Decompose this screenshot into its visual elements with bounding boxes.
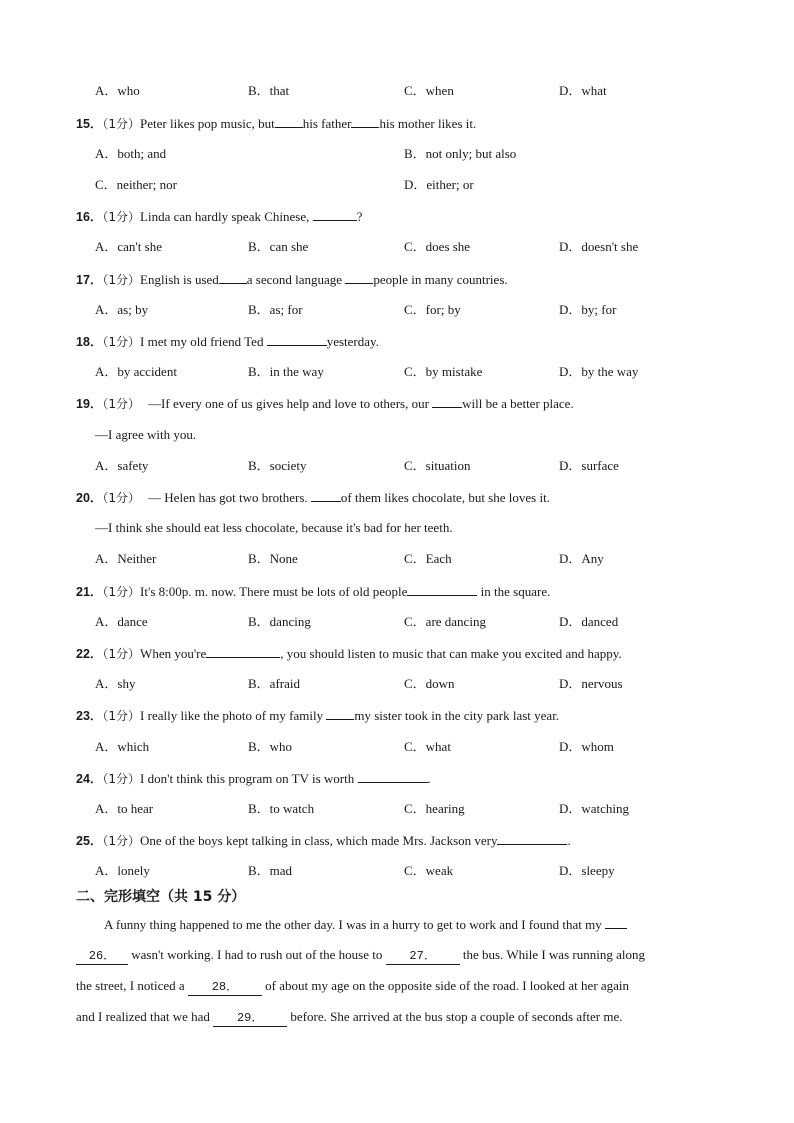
question-text: will be a better place. xyxy=(462,396,574,411)
question-text: One of the boys kept talking in class, which made Mrs. Jackson very xyxy=(140,833,498,848)
answer-blank xyxy=(275,115,303,128)
q14-option-d: D．what xyxy=(559,83,607,98)
question-text: . xyxy=(427,771,431,786)
q15-option-c: C．neither; nor xyxy=(95,177,177,192)
question-number: 25． xyxy=(76,834,103,848)
passage-text: and I realized that we had xyxy=(76,1009,214,1024)
q25-option-a: A．lonely xyxy=(95,863,150,878)
q15-option-a: A．both; and xyxy=(95,146,167,161)
question-21 xyxy=(76,583,550,600)
question-text: a second language xyxy=(246,272,346,287)
passage-line-1 xyxy=(104,916,627,933)
question-23 xyxy=(76,707,559,724)
question-number: 19． xyxy=(76,397,103,411)
question-score: （1分） xyxy=(102,585,141,599)
question-18 xyxy=(76,333,379,350)
q15-option-d: D．either; or xyxy=(404,177,474,192)
question-text: my sister took in the city park last year. xyxy=(354,708,560,723)
question-text: . xyxy=(567,833,571,848)
q19-dialogue-reply: —I agree with you. xyxy=(95,427,197,442)
question-text: people in many countries. xyxy=(373,272,508,287)
q22-option-d: D．nervous xyxy=(559,676,623,691)
question-text: Peter likes pop music, but xyxy=(140,116,275,131)
answer-blank xyxy=(206,645,280,658)
q18-option-c: C．by mistake xyxy=(404,364,483,379)
question-score: （1分） xyxy=(102,117,141,131)
passage-line-3 xyxy=(76,978,629,996)
q17-option-c: C．for; by xyxy=(404,302,461,317)
q14-option-c: C．when xyxy=(404,83,454,98)
q21-option-b: B．dancing xyxy=(248,614,311,629)
question-score: （1分） xyxy=(102,834,141,848)
q17-option-a: A．as; by xyxy=(95,302,149,317)
passage-text: the street, I noticed a xyxy=(76,978,188,993)
question-score: （1分） xyxy=(102,491,141,505)
question-22 xyxy=(76,645,622,662)
q25-option-b: B．mad xyxy=(248,863,293,878)
q23-option-c: C．what xyxy=(404,739,451,754)
q18-option-b: B．in the way xyxy=(248,364,324,379)
question-score: （1分） xyxy=(102,772,141,786)
blank-27: 27． xyxy=(386,948,460,965)
question-text: When you're xyxy=(140,646,207,661)
q25-option-c: C．weak xyxy=(404,863,454,878)
q20-option-d: D．Any xyxy=(559,551,604,566)
q20-option-c: C．Each xyxy=(404,551,452,566)
q16-option-b: B．can she xyxy=(248,239,309,254)
passage-text: of about my age on the opposite side of the road. I looked at her again xyxy=(261,978,630,993)
q14-option-b: B．that xyxy=(248,83,290,98)
question-15 xyxy=(76,115,476,132)
question-24 xyxy=(76,770,431,787)
question-text: — Helen has got two brothers. xyxy=(148,490,311,505)
q17-option-b: B．as; for xyxy=(248,302,303,317)
q25-option-d: D．sleepy xyxy=(559,863,615,878)
passage-line-2 xyxy=(76,947,645,965)
q21-option-d: D．danced xyxy=(559,614,619,629)
q19-option-a: A．safety xyxy=(95,458,149,473)
q21-option-c: C．are dancing xyxy=(404,614,486,629)
question-text: his mother likes it. xyxy=(379,116,477,131)
question-text: I really like the photo of my family xyxy=(140,708,327,723)
answer-blank xyxy=(313,208,357,221)
question-score: （1分） xyxy=(102,335,141,349)
answer-blank xyxy=(311,489,341,502)
question-19 xyxy=(76,395,574,412)
answer-blank xyxy=(432,395,462,408)
q18-option-d: D．by the way xyxy=(559,364,639,379)
q19-option-b: B．society xyxy=(248,458,307,473)
q16-option-a: A．can't she xyxy=(95,239,162,254)
q18-option-a: A．by accident xyxy=(95,364,177,379)
q23-option-b: B．who xyxy=(248,739,293,754)
answer-blank xyxy=(219,271,247,284)
q24-option-c: C．hearing xyxy=(404,801,465,816)
blank-26: 26． xyxy=(76,948,128,965)
question-text: I don't think this program on TV is worth xyxy=(140,771,358,786)
answer-blank xyxy=(345,271,373,284)
answer-blank xyxy=(358,770,428,783)
q22-option-c: C．down xyxy=(404,676,455,691)
question-number: 18． xyxy=(76,335,103,349)
q24-option-d: D．watching xyxy=(559,801,630,816)
q15-option-b: B．not only; but also xyxy=(404,146,517,161)
answer-blank xyxy=(326,707,354,720)
question-text: of them likes chocolate, but she loves it. xyxy=(340,490,550,505)
blank-28: 28． xyxy=(188,979,262,996)
answer-blank xyxy=(605,916,627,929)
answer-blank xyxy=(267,333,327,346)
question-text: —If every one of us gives help and love to others, our xyxy=(148,396,433,411)
q20-option-a: A．Neither xyxy=(95,551,157,566)
question-text: English is used xyxy=(140,272,219,287)
passage-text: the bus. While I was running along xyxy=(459,947,645,962)
question-text: ? xyxy=(356,209,363,224)
answer-blank xyxy=(351,115,379,128)
question-text: his father xyxy=(302,116,352,131)
question-text: It's 8:00p. m. now. There must be lots of old people xyxy=(140,584,408,599)
q22-option-a: A．shy xyxy=(95,676,136,691)
q23-option-a: A．which xyxy=(95,739,150,754)
question-number: 22． xyxy=(76,647,103,661)
q20-option-b: B．None xyxy=(248,551,298,566)
question-number: 17． xyxy=(76,273,103,287)
question-number: 16． xyxy=(76,210,103,224)
q20-dialogue-reply: —I think she should eat less chocolate, because it's bad for her teeth. xyxy=(95,520,453,535)
question-number: 21． xyxy=(76,585,103,599)
q14-option-a: A．who xyxy=(95,83,140,98)
blank-29: 29． xyxy=(213,1010,287,1027)
question-text: , you should listen to music that can make you excited and happy. xyxy=(280,646,622,661)
question-20 xyxy=(76,489,550,506)
q17-option-d: D．by; for xyxy=(559,302,617,317)
question-17 xyxy=(76,271,508,288)
question-25 xyxy=(76,832,571,849)
question-score: （1分） xyxy=(102,709,141,723)
q16-option-d: D．doesn't she xyxy=(559,239,639,254)
question-score: （1分） xyxy=(102,397,141,411)
question-number: 24． xyxy=(76,772,103,786)
question-score: （1分） xyxy=(102,647,141,661)
question-text: yesterday. xyxy=(326,334,379,349)
question-number: 20． xyxy=(76,491,103,505)
question-score: （1分） xyxy=(102,210,141,224)
q21-option-a: A．dance xyxy=(95,614,148,629)
question-16 xyxy=(76,208,362,225)
passage-text: wasn't working. I had to rush out of the house to xyxy=(128,947,386,962)
q24-option-a: A．to hear xyxy=(95,801,154,816)
passage-line-4 xyxy=(76,1009,623,1027)
q19-option-c: C．situation xyxy=(404,458,471,473)
question-number: 15． xyxy=(76,117,103,131)
question-text: Linda can hardly speak Chinese, xyxy=(140,209,313,224)
q23-option-d: D．whom xyxy=(559,739,614,754)
passage-text: before. She arrived at the bus stop a couple of seconds after me. xyxy=(287,1009,623,1024)
question-text: in the square. xyxy=(477,584,551,599)
q19-option-d: D．surface xyxy=(559,458,619,473)
question-number: 23． xyxy=(76,709,103,723)
q16-option-c: C．does she xyxy=(404,239,471,254)
q22-option-b: B．afraid xyxy=(248,676,300,691)
answer-blank xyxy=(497,832,567,845)
section-heading: 二、完形填空（共 15 分） xyxy=(76,889,246,905)
q24-option-b: B．to watch xyxy=(248,801,315,816)
question-score: （1分） xyxy=(102,273,141,287)
passage-text: A funny thing happened to me the other day. I was in a hurry to get to work and I found that my xyxy=(104,917,605,932)
answer-blank xyxy=(407,583,477,596)
question-text: I met my old friend Ted xyxy=(140,334,267,349)
